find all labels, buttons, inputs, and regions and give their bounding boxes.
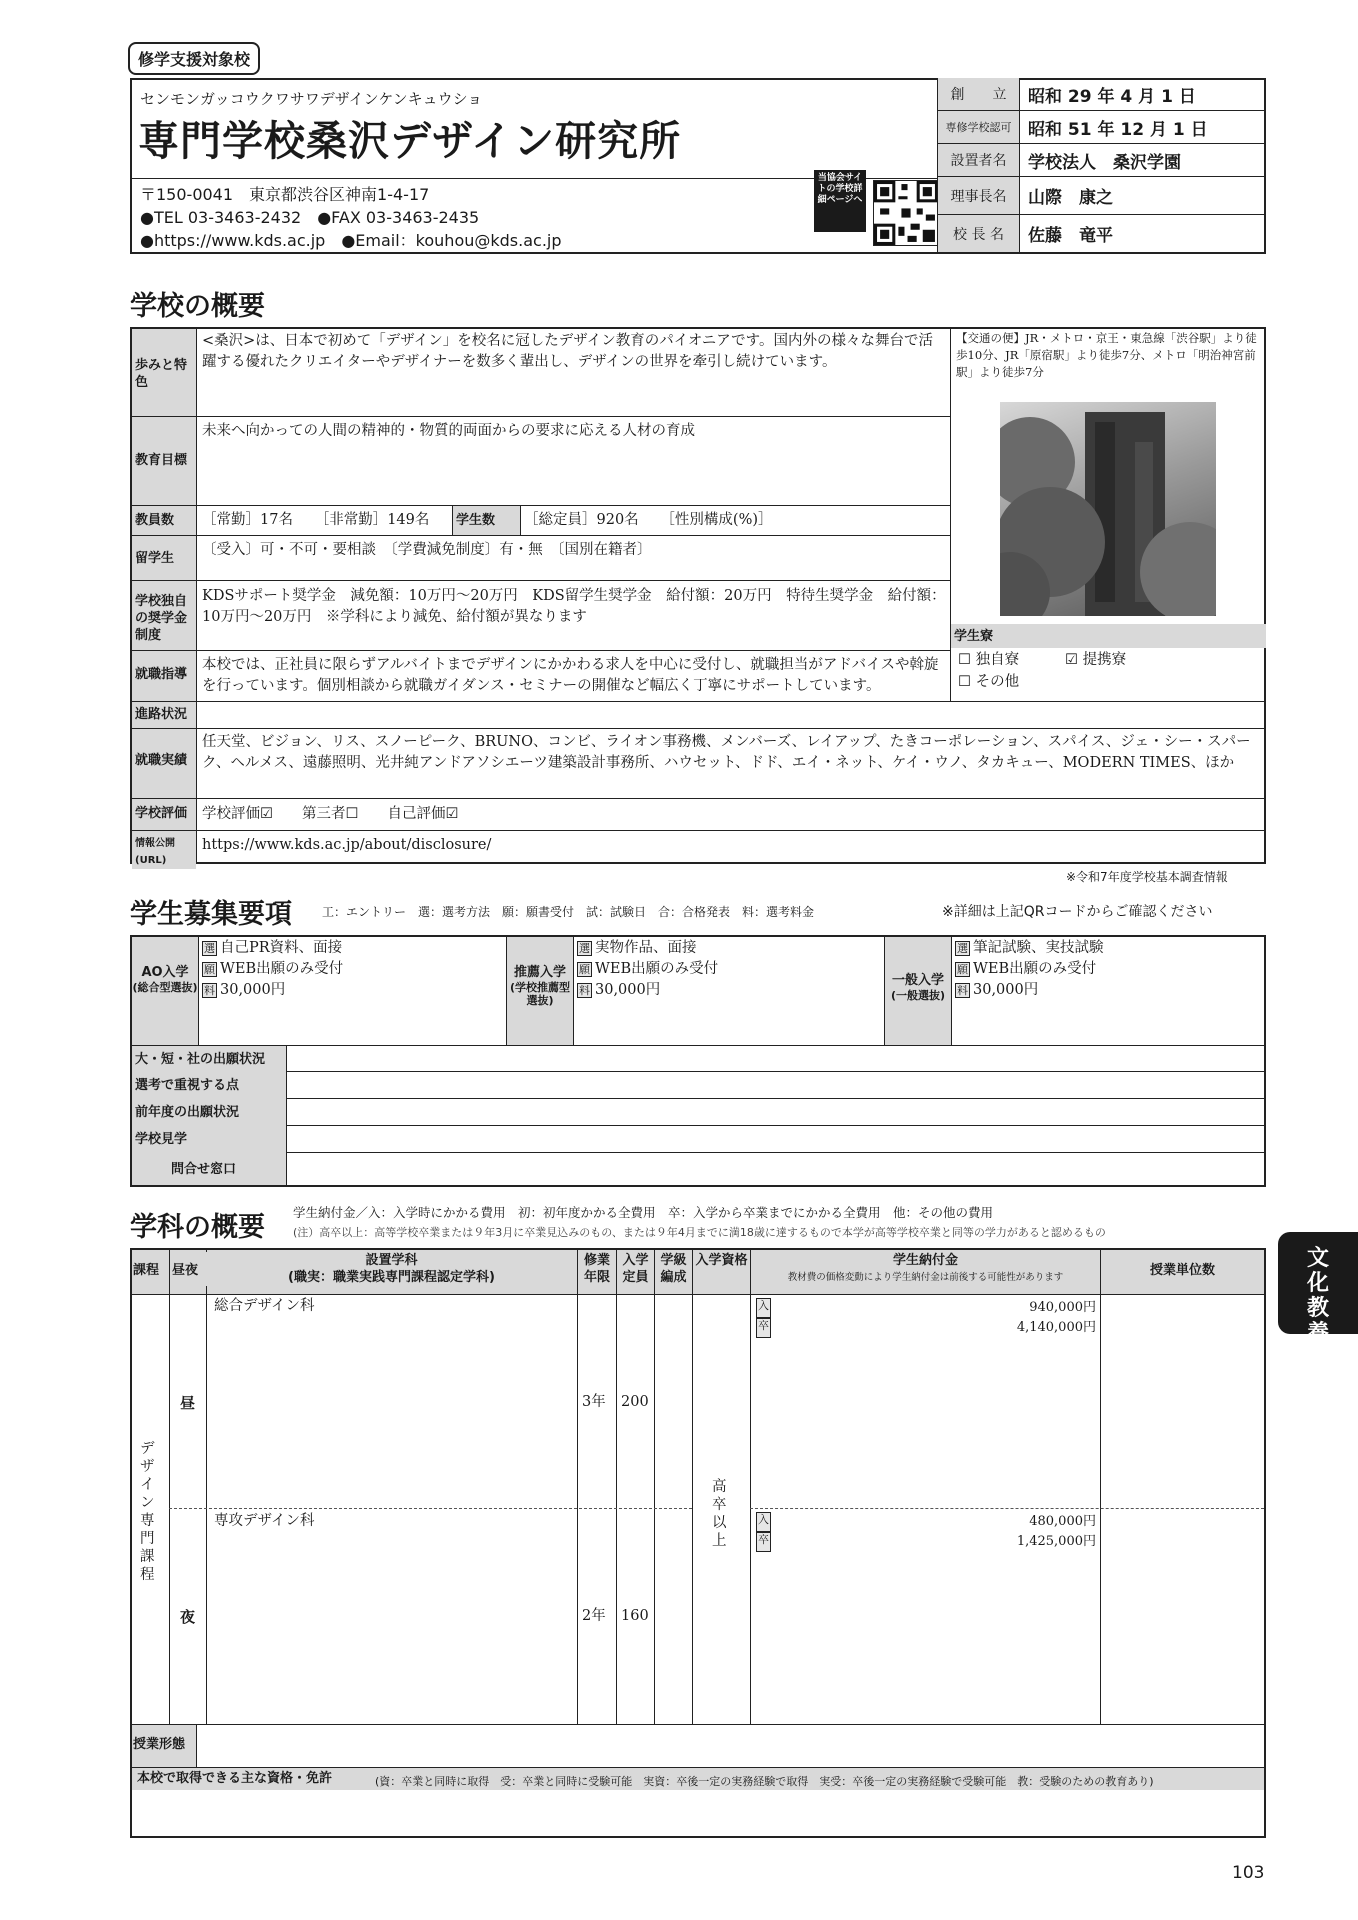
general-fee: 30,000円: [973, 982, 1039, 998]
intl-text: 〔受入〕可・不可・要相談 〔学費減免制度〕有・無 〔国別在籍者〕: [202, 542, 652, 558]
label-general: [885, 972, 951, 1002]
label-intl: 留学生: [132, 550, 196, 567]
page-number: 103: [1232, 1863, 1265, 1883]
fee-day: [756, 1298, 1096, 1338]
license-legend: (資：卒業と同時に取得 受：卒業と同時に受験可能 実資：卒後一定の実務経験で取得 実受：卒後一定の実務経験で受験可能 教：受験のための教育あり): [375, 1775, 1154, 1788]
recommend-detail: [577, 938, 718, 1001]
ao-sub: (総合型選抜): [132, 981, 198, 994]
general-app: WEB出願のみ受付: [973, 961, 1097, 977]
fee-night-entry: 480,000円: [1029, 1514, 1096, 1529]
section-title-overview: 学校の概要: [130, 291, 265, 322]
entry-qual: 高卒以上: [712, 1479, 727, 1549]
h-course: 課程: [133, 1263, 160, 1278]
info-value: 山際 康之: [1028, 188, 1113, 208]
h-dept: [206, 1252, 577, 1286]
time-night: 夜: [180, 1608, 196, 1626]
goal-text: 未来へ向かっての人間の精神的・物質的両面からの要求に応える人材の育成: [202, 423, 695, 439]
qr-tag: 当協会サイトの学校詳細ページへ: [814, 170, 866, 232]
info-value: 佐藤 竜平: [1028, 226, 1113, 246]
history-text: <桑沢>は、日本で初めて「デザイン」を校名に冠したデザイン教育のパイオニアです。国内外の様々な舞台で活躍する優れたクリエイターやデザイナーを数多く輩出し、デザインの世界を牽引し続けています。: [202, 333, 934, 370]
row-contact: 問合せ窓口: [168, 1160, 236, 1178]
general-sel: 筆記試験、実技試験: [973, 940, 1104, 956]
label-url: 情報公開(URL): [132, 835, 196, 869]
info-label: 校 長 名: [938, 215, 1020, 252]
label-students: 学生数: [453, 506, 520, 535]
dorm-other: ☐ その他: [958, 674, 1020, 690]
label-scholarship: 学校独自の奨学金制度: [132, 590, 196, 646]
access-text: 【交通の便】JR・メトロ・京王・東急線「渋谷駅」より徒歩10分、JR「原宿駅」より徒歩7分、メトロ「明治神宮前駅」より徒歩7分: [956, 331, 1257, 379]
sel-icon: 選: [579, 942, 590, 955]
admission-legend-note: ※詳細は上記QRコードからご確認ください: [942, 904, 1213, 920]
dorm-partner: ☑ 提携寮: [1065, 652, 1127, 668]
app-icon: 願: [204, 963, 215, 976]
students-text: ［総定員］920名 ［性別構成(%)］: [524, 512, 773, 528]
eval-text: 学校評価☑ 第三者☐ 自己評価☑: [202, 806, 459, 822]
info-table: [937, 78, 1266, 254]
address: 〒150-0041 東京都渋谷区神南1-4-17: [140, 185, 430, 204]
support-badge: 修学支援対象校: [128, 42, 260, 75]
sel-icon: 選: [204, 942, 215, 955]
h-dept-sub: (職実：職業実践専門課程認定学科): [288, 1270, 495, 1285]
ao-label: AO入学: [141, 965, 189, 980]
grad-icon: 卒: [756, 1532, 771, 1552]
h-qual: 入学資格: [693, 1252, 750, 1269]
category-tab[interactable]: [1278, 1232, 1358, 1346]
fee-day-grad: 4,140,000円: [1016, 1320, 1096, 1335]
results-text: 任天堂、ビジョン、リス、スノーピーク、BRUNO、コンビ、ライオン事務機、メンバーズ、レイアップ、たきコーポレーション、スパイス、ジェ・シー・スパーク、ヘルメス、遠藤照明、光井純アンドアソシエーツ建築設計事務所、ハウセット、ドド、エイ・ネット、ケイ・ウノ、タカキュー、MODERN TIMES、ほか: [202, 734, 1251, 771]
app-icon: 願: [957, 963, 968, 976]
info-label: 専修学校認可: [938, 111, 1020, 143]
dept-legend: 学生納付金／入：入学時にかかる費用 初：初年度かかる全費用 卒：入学から卒業までにかかる全費用 他：その他の費用: [293, 1205, 994, 1220]
h-fee: [751, 1252, 1100, 1286]
h-cap: 入学定員: [617, 1252, 654, 1286]
time-day: 昼: [180, 1394, 196, 1412]
fee-night: [756, 1512, 1096, 1552]
ao-app: WEB出願のみ受付: [220, 961, 344, 977]
recommend-label: 推薦入学: [513, 965, 566, 980]
label-recommend: [507, 964, 573, 1007]
dept-name-night: 専攻デザイン科: [214, 1513, 315, 1529]
h-fee-sub: 教材費の価格変動により学生納付金は前後する可能性があります: [787, 1272, 1064, 1283]
general-sub: (一般選抜): [890, 989, 946, 1002]
h-units: 授業単位数: [1101, 1262, 1264, 1279]
grad-icon: 卒: [756, 1318, 771, 1338]
admission-legend: 工：エントリー 選：選考方法 願：願書受付 試：試験日 合：合格発表 料：選考料金: [322, 905, 815, 919]
fee-icon: 料: [204, 984, 215, 997]
label-job: 就職指導: [132, 666, 196, 683]
app-icon: 願: [579, 963, 590, 976]
fee-icon: 料: [957, 984, 968, 997]
row-selection-focus: 選考で重視する点: [132, 1076, 239, 1094]
years-day: 3年: [582, 1394, 606, 1410]
h-grade: 学級編成: [655, 1252, 692, 1286]
label-goal: 教育目標: [132, 452, 196, 469]
general-label: 一般入学: [891, 973, 944, 988]
entry-icon: 入: [756, 1298, 771, 1318]
h-time: 昼夜: [172, 1263, 199, 1278]
ao-sel: 自己PR資料、面接: [220, 940, 343, 956]
info-value: 昭和 29 年 4 月 1 日: [1028, 86, 1196, 107]
years-night: 2年: [582, 1608, 606, 1624]
course-name: デザイン専門課程: [140, 1441, 155, 1583]
label-eval: 学校評価: [132, 805, 196, 822]
info-label: 創 立: [938, 78, 1020, 110]
building-photo: [1000, 402, 1216, 616]
section-title-dept: 学科の概要: [130, 1212, 265, 1243]
fee-night-grad: 1,425,000円: [1016, 1534, 1096, 1549]
overview-note: ※令和7年度学校基本調査情報: [1066, 870, 1228, 884]
dept-note: (注）高卒以上：高等学校卒業または９年3月に卒業見込みのもの、または９年4月までに満18歳に達するもので本学が高等学校卒業と同等の学力があると認めるもの: [293, 1226, 1106, 1239]
web-email[interactable]: ●https://www.kds.ac.jp ●Email：kouhou@kds.ac.jp: [140, 231, 562, 250]
fee-icon: 料: [579, 984, 590, 997]
qr-code[interactable]: [873, 180, 939, 246]
entry-icon: 入: [756, 1512, 771, 1532]
dorm-own: ☐ 独自寮: [958, 652, 1020, 668]
job-text: 本校では、正社員に限らずアルバイトまでデザインにかかわる求人を中心に受付し、就職担当がアドバイスや斡旋を行っています。個別相談から就職ガイダンス・セミナーの開催など幅広く丁寧にサポートしています。: [202, 657, 939, 694]
label-form: 授業形態: [133, 1737, 186, 1752]
label-results: 就職実績: [132, 752, 196, 769]
disclosure-url[interactable]: https://www.kds.ac.jp/about/disclosure/: [202, 837, 492, 853]
h-fee-label: 学生納付金: [892, 1253, 958, 1268]
fee-day-entry: 940,000円: [1029, 1300, 1096, 1315]
label-license: 本校で取得できる主な資格・免許: [137, 1771, 333, 1786]
h-dept-label: 設置学科: [365, 1253, 418, 1268]
info-label: 理事長名: [938, 177, 1020, 214]
label-ao: [132, 964, 198, 994]
info-label: 設置者名: [938, 144, 1020, 176]
cap-day: 200: [621, 1394, 649, 1410]
general-detail: [955, 938, 1104, 1001]
h-years: 修業年限: [578, 1252, 616, 1286]
category-tab-label: 文化教養: [1306, 1246, 1329, 1346]
row-visit: 学校見学: [132, 1130, 187, 1148]
tel-fax: ●TEL 03-3463-2432 ●FAX 03-3463-2435: [140, 208, 480, 227]
school-kana: センモンガッコウクワサワデザインケンキュウショ: [140, 90, 483, 108]
cap-night: 160: [621, 1608, 649, 1624]
label-history: 歩みと特色: [132, 352, 196, 396]
sel-icon: 選: [957, 942, 968, 955]
recommend-sub: (学校推薦型選抜): [509, 981, 571, 1007]
school-name: 専門学校桑沢デザイン研究所: [138, 117, 682, 165]
recommend-fee: 30,000円: [595, 982, 661, 998]
label-dorm: 学生寮: [951, 624, 1266, 648]
recommend-sel: 実物作品、面接: [595, 940, 697, 956]
row-apply-status: 大・短・社の出願状況: [132, 1050, 265, 1068]
label-staff: 教員数: [132, 512, 196, 529]
scholarship-text: KDSサポート奨学金 減免額：10万円〜20万円 KDS留学生奨学金 給付額：20万円 特待生奨学金 給付額：10万円〜20万円 ※学科により減免、給付額が異なります: [202, 588, 946, 625]
label-path: 進路状況: [132, 706, 196, 723]
recommend-app: WEB出願のみ受付: [595, 961, 719, 977]
info-value: 学校法人 桑沢学園: [1028, 152, 1181, 173]
dept-name-day: 総合デザイン科: [214, 1298, 315, 1314]
ao-fee: 30,000円: [220, 982, 286, 998]
info-value: 昭和 51 年 12 月 1 日: [1028, 119, 1208, 140]
staff-text: ［常勤］17名 ［非常勤］149名: [202, 512, 430, 528]
section-title-admission: 学生募集要項: [130, 899, 292, 930]
row-prev-status: 前年度の出願状況: [132, 1103, 239, 1121]
ao-detail: [202, 938, 343, 1001]
